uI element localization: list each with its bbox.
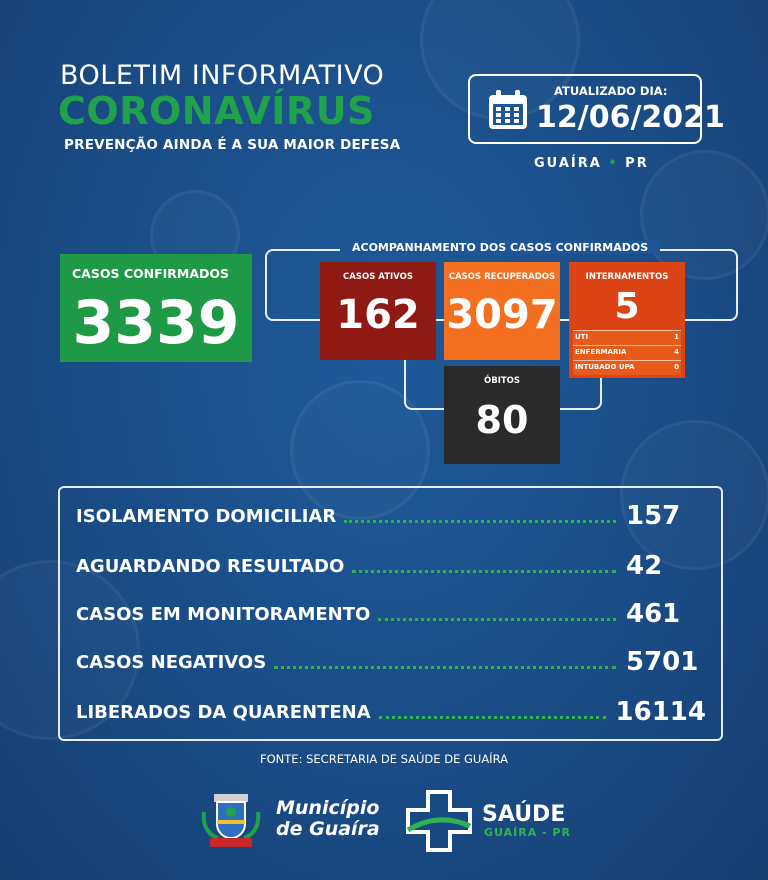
health-logo-subtitle: GUAÍRA - PR [484, 826, 571, 839]
municipality-line2: de Guaíra [276, 818, 380, 840]
stat-value: 461 [626, 599, 681, 629]
calendar-icon [486, 88, 530, 132]
municipal-crest-icon [200, 792, 262, 850]
recovered-cases-label: CASOS RECUPERADOS [448, 272, 556, 282]
prevention-subtitle: PREVENÇÃO AINDA É A SUA MAIOR DEFESA [64, 137, 401, 153]
city-name: GUAÍRA [534, 156, 602, 171]
stat-value: 157 [626, 501, 681, 531]
stat-label: LIBERADOS DA QUARENTENA [76, 701, 371, 723]
stat-row-awaiting [76, 551, 706, 581]
deaths-value: 80 [475, 398, 529, 442]
source-note: FONTE: SECRETARIA DE SAÚDE DE GUAÍRA [260, 752, 508, 766]
update-date: 12/06/2021 [536, 100, 725, 135]
stat-value: 42 [626, 551, 663, 581]
health-cross-icon [406, 790, 472, 852]
confirmed-value: 3339 [72, 288, 240, 358]
stat-row-released [76, 697, 706, 727]
active-cases-card [320, 262, 436, 360]
hospitalizations-label: INTERNAMENTOS [585, 272, 669, 282]
update-label: ATUALIZADO DIA: [554, 84, 668, 98]
tracking-title: ACOMPANHAMENTO DOS CASOS CONFIRMADOS [340, 241, 660, 254]
active-cases-value: 162 [336, 292, 420, 338]
stat-label: CASOS NEGATIVOS [76, 651, 267, 673]
dotted-leader [379, 716, 606, 719]
dotted-leader [378, 618, 616, 621]
active-cases-label: CASOS ATIVOS [343, 272, 413, 282]
stat-label: ISOLAMENTO DOMICILIAR [76, 505, 337, 527]
row-value: 0 [674, 363, 679, 371]
hospitalization-row-intubado [573, 360, 681, 375]
hospitalizations-card [569, 262, 685, 378]
stats-panel [58, 486, 723, 741]
stat-value: 5701 [626, 647, 699, 677]
deaths-label: ÓBITOS [483, 376, 520, 386]
row-label: INTUBADO UPA [575, 363, 635, 371]
row-value: 4 [674, 348, 679, 356]
hospitalization-breakdown [573, 330, 681, 375]
location [534, 156, 649, 171]
bulletin-title: BOLETIM INFORMATIVO [60, 60, 385, 91]
municipality-logo-text [276, 798, 380, 840]
dotted-leader [274, 666, 616, 669]
stat-row-negative [76, 647, 706, 677]
stat-label: AGUARDANDO RESULTADO [76, 555, 345, 577]
confirmed-label: CASOS CONFIRMADOS [72, 266, 230, 281]
recovered-cases-card [444, 262, 560, 360]
stat-row-isolation [76, 501, 706, 531]
stat-label: CASOS EM MONITORAMENTO [76, 603, 371, 625]
health-logo-title: SAÚDE [482, 802, 566, 827]
stat-row-monitoring [76, 599, 706, 629]
confirmed-cases-card [60, 254, 252, 362]
hospitalizations-value: 5 [614, 286, 640, 327]
update-date-box [468, 74, 725, 144]
deaths-card [444, 366, 560, 464]
municipality-line1: Município [276, 797, 380, 819]
dotted-leader [344, 520, 616, 523]
location-separator: • [608, 156, 619, 171]
state-name: PR [625, 156, 649, 171]
coronavirus-title: CORONAVÍRUS [58, 89, 375, 133]
hospitalization-row-uti [573, 330, 681, 345]
row-label: ENFERMARIA [575, 348, 627, 356]
dotted-leader [352, 570, 616, 573]
recovered-cases-value: 3097 [446, 292, 558, 338]
hospitalization-row-enfermaria [573, 345, 681, 360]
row-value: 1 [674, 333, 679, 341]
stat-value: 16114 [615, 697, 706, 727]
row-label: UTI [575, 333, 589, 341]
